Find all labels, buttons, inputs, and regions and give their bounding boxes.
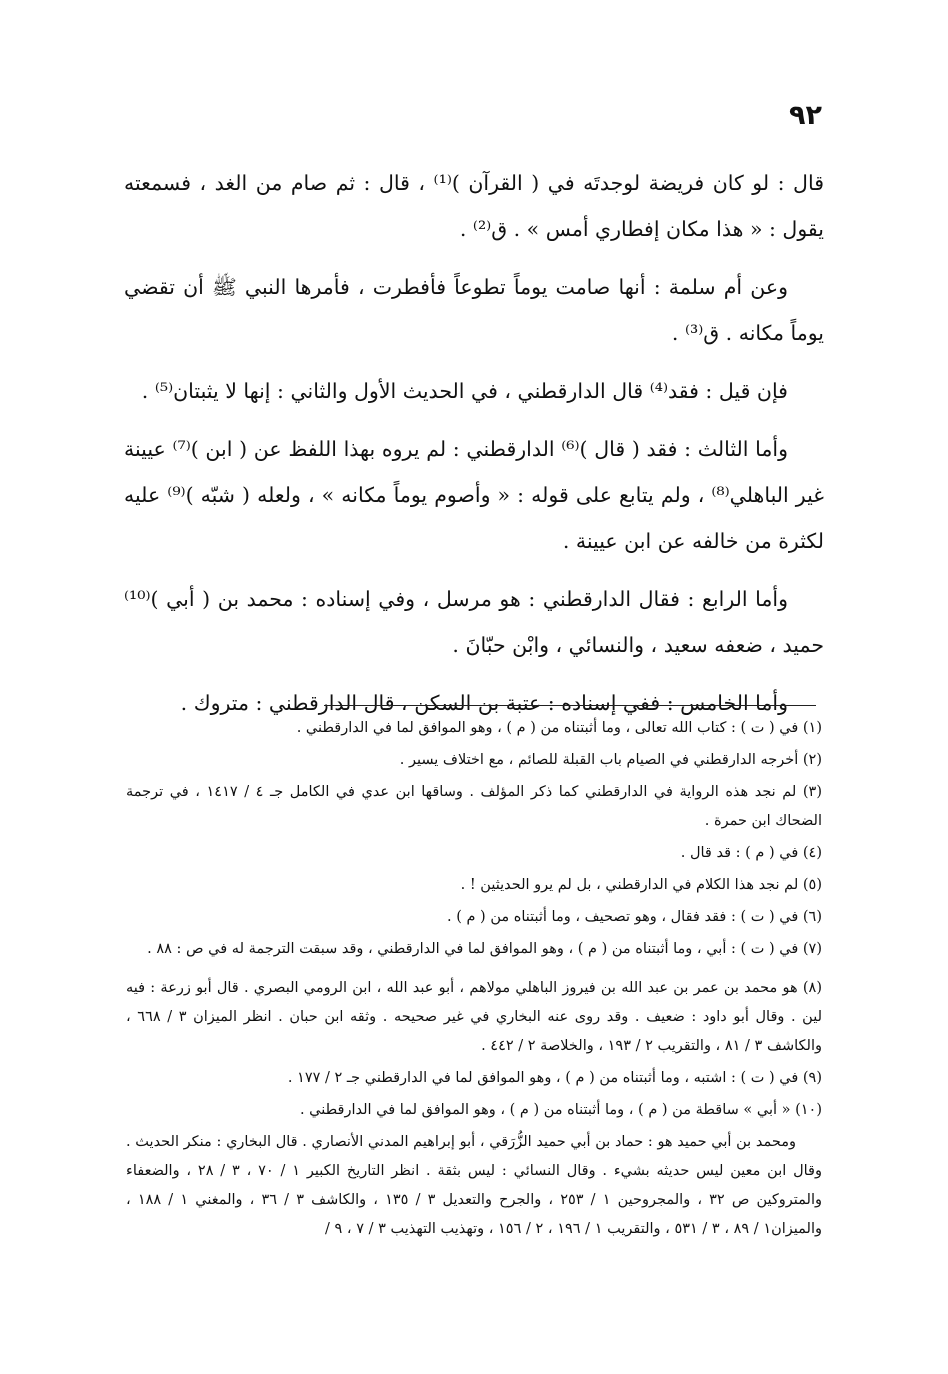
- footnote-7: (٧) في ( ت ) : أبي ، وما أثبتناه من ( م ) ، وهو الموافق لما في الدارقطني ، وقد سبقت الترجمة له في ص : ٨٨ .: [147, 941, 822, 957]
- footnote-2: (٢) أخرجه الدارقطني في الصيام باب القبلة للصائم ، مع اختلاف يسير .: [399, 752, 822, 768]
- page-number: ٩٢: [789, 100, 822, 131]
- footnotes: [126, 714, 822, 1247]
- footnote-1: (١) في ( ت ) : كتاب الله تعالى ، وما أثبتناه من ( م ) ، وهو الموافق لما في الدارقطني .: [296, 720, 822, 736]
- footnote-9: (٩) في ( ت ) : اشتبه ، وما أثبتناه من ( م ) ، وهو الموافق لما في الدارقطني جـ ٢ / ١٧٧ .: [287, 1070, 822, 1086]
- paragraph-3: فإن قيل : فقد⁽⁴⁾ قال الدارقطني ، في الحديث الأول والثاني : إنها لا يثبتان⁽⁵⁾ .: [141, 379, 788, 403]
- paragraph-6: وأما الخامس : ففي إسناده : عتبة بن السكن ، قال الدارقطني : متروك .: [180, 691, 788, 715]
- footnote-10-continuation: ومحمد بن أبي حميد هو : حماد بن أبي حميد الزُّرَقي ، أبو إبراهيم المدني الأنصاري . قال البخاري : منكر الحديث . وقال ابن معين ليس حديثه بشيء . وقال النسائي : ليس بثقة . انظر التاريخ الكبير ١ / ٧٠ ، ٣ / ٢٨ ، والضعفاء والمتروكين ص ٣٢ ، والمجروحين ١ / ٢٥٣ ، والجرح والتعديل ٣ / ١٣٥ ، والكاشف ٣ / ٣٦ ، والمغني ١ / ١٨٨ ، والميزان١ / ٨٩ ، ٣ / ٥٣١ ، والتقريب ١ / ١٩٦ ، ٢ / ١٥٦ ، وتهذيب التهذيب ٣ / ٧ ، ٩ /: [126, 1134, 823, 1237]
- main-text: [124, 160, 824, 726]
- footnote-3: (٣) لم نجد هذه الرواية في الدارقطني كما ذكر المؤلف . وساقها ابن عدي في الكامل جـ ٤ / ١٤١٧ ، في ترجمة الضحاك ابن حمرة .: [126, 784, 823, 829]
- paragraph-1: قال : لو كان فريضة لوجدتَه في ( القرآن )⁽¹⁾ ، قال : ثم صام من الغد ، فسمعته يقول : « هذا مكان إفطاري أمس » . ق⁽²⁾ .: [124, 171, 824, 241]
- footnote-8: (٨) هو محمد بن عمر بن عبد الله بن فيروز الباهلي مولاهم ، أبو عبد الله ، ابن الرومي البصري . قال أبو زرعة : فيه لين . وقال أبو داود : ضعيف . وقد روى عنه البخاري في غير صحيحه . وثقه ابن حبان . انظر الميزان ٣ / ٦٦٨ ، والكاشف ٣ / ٨١ ، والتقريب ٢ / ١٩٣ ، والخلاصة ٢ / ٤٤٢ .: [126, 980, 822, 1054]
- footnote-10: (١٠) « أبي » ساقطة من ( م ) ، وما أثبتناه من ( م ) ، وهو الموافق لما في الدارقطني .: [299, 1102, 822, 1118]
- paragraph-2: وعن أم سلمة : أنها صامت يوماً تطوعاً فأفطرت ، فأمرها النبي ﷺ أن تقضي يوماً مكانه . ق⁽³⁾ .: [124, 275, 824, 345]
- footnote-4: (٤) في ( م ) : قد قال .: [680, 845, 822, 861]
- footnote-divider: [324, 705, 816, 706]
- paragraph-4: وأما الثالث : فقد ( قال )⁽⁶⁾ الدارقطني : لم يروه بهذا اللفظ عن ( ابن )⁽⁷⁾ عيينة غير الباهلي⁽⁸⁾ ، ولم يتابع على قوله : « وأصوم يوماً مكانه » ، ولعله ( شبّه )⁽⁹⁾ عليه لكثرة من خالفه عن ابن عيينة .: [124, 437, 825, 553]
- paragraph-5: وأما الرابع : فقال الدارقطني : هو مرسل ، وفي إسناده : محمد بن ( أبي )⁽¹⁰⁾ حميد ، ضعفه سعيد ، والنسائي ، وابْن حبّانَ .: [124, 587, 824, 657]
- footnote-6: (٦) في ( ت ) : فقد فقال ، وهو تصحيف ، وما أثبتناه من ( م ) .: [446, 909, 822, 925]
- footnote-5: (٥) لم نجد هذا الكلام في الدارقطني ، بل لم يرو الحديثين ! .: [460, 877, 822, 893]
